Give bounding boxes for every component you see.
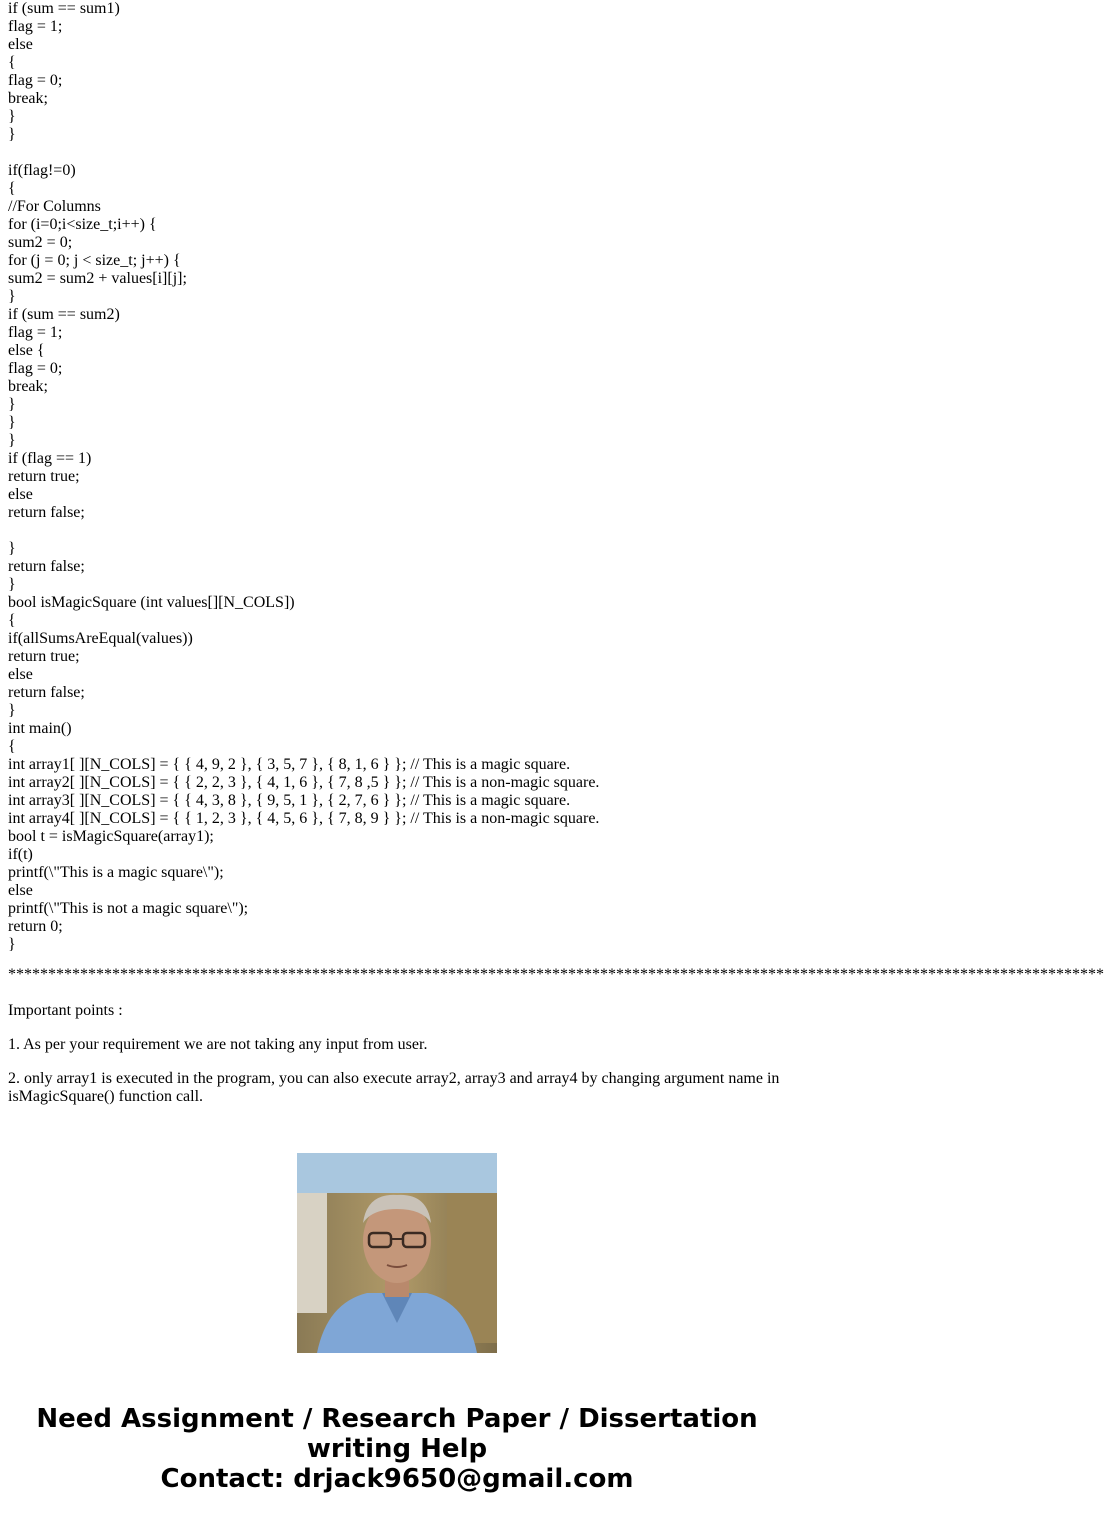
code-line: return false; [8,504,85,521]
code-line: return 0; [8,918,63,935]
code-line: if(allSumsAreEqual(values)) [8,630,193,647]
code-line: int array2[ ][N_COLS] = { { 2, 2, 3 }, { 4, 1, 6 }, { 7, 8 ,5 } }; // This is a non-magic square. [8,774,600,791]
code-line: } [8,126,16,143]
code-line: int array4[ ][N_COLS] = { { 1, 2, 3 }, { 4, 5, 6 }, { 7, 8, 9 } }; // This is a non-magic square. [8,810,600,827]
code-line: flag = 0; [8,360,63,377]
code-listing [8,0,788,954]
code-line: } [8,288,16,305]
code-line: { [8,54,16,71]
code-line: sum2 = sum2 + values[i][j]; [8,270,187,287]
code-line: return false; [8,684,85,701]
code-line: { [8,180,16,197]
code-line: } [8,576,16,593]
code-line: for (j = 0; j < size_t; j++) { [8,252,181,269]
code-line: else [8,666,33,683]
code-line: printf(\"This is a magic square\"); [8,864,224,881]
code-line: } [8,396,16,413]
portrait-image [297,1153,497,1353]
code-line: if (sum == sum1) [8,0,120,17]
code-line: { [8,738,16,755]
code-line: } [8,414,16,431]
code-line: if(flag!=0) [8,162,76,179]
promo-contact: Contact: drjack9650@gmail.com [160,1464,634,1494]
important-points-heading: Important points : [8,1002,123,1019]
asterisk-separator: ***************************************************************************************************************************************** [8,966,1104,983]
important-point-2: 2. only array1 is executed in the program, you can also execute array2, array3 and array4 by changing argument name in isMagicSquare() function call. [8,1070,780,1105]
code-line: int array1[ ][N_COLS] = { { 4, 9, 2 }, { 3, 5, 7 }, { 8, 1, 6 } }; // This is a magic square. [8,756,571,773]
code-line: sum2 = 0; [8,234,73,251]
code-line: } [8,540,16,557]
important-point-1: 1. As per your requirement we are not taking any input from user. [8,1036,428,1053]
code-line: if (sum == sum2) [8,306,120,323]
code-line: //For Columns [8,198,101,215]
promo-line-2: writing Help [306,1434,488,1464]
code-line: int main() [8,720,72,737]
code-line: else [8,882,33,899]
code-line: flag = 0; [8,72,63,89]
code-line: return true; [8,648,80,665]
code-line: if(t) [8,846,33,863]
code-line: { [8,612,16,629]
code-line: else [8,36,33,53]
code-line: break; [8,378,48,395]
code-line [8,144,788,162]
code-line: return false; [8,558,85,575]
code-line: int array3[ ][N_COLS] = { { 4, 3, 8 }, { 9, 5, 1 }, { 2, 7, 6 } }; // This is a magic square. [8,792,571,809]
code-line: bool t = isMagicSquare(array1); [8,828,214,845]
author-avatar [297,1153,497,1353]
code-line: return true; [8,468,80,485]
code-line: printf(\"This is not a magic square\"); [8,900,249,917]
code-line: else { [8,342,45,359]
code-line: } [8,702,16,719]
code-line: break; [8,90,48,107]
code-line: if (flag == 1) [8,450,92,467]
code-line: else [8,486,33,503]
code-line: } [8,432,16,449]
code-line: flag = 1; [8,324,63,341]
code-line [8,522,788,540]
code-line: flag = 1; [8,18,63,35]
code-line: } [8,108,16,125]
promo-banner [0,1404,794,1494]
code-line: bool isMagicSquare (int values[][N_COLS]) [8,594,295,611]
code-line: } [8,936,16,953]
code-line: for (i=0;i<size_t;i++) { [8,216,157,233]
promo-line-1: Need Assignment / Research Paper / Dissertation [36,1404,758,1434]
